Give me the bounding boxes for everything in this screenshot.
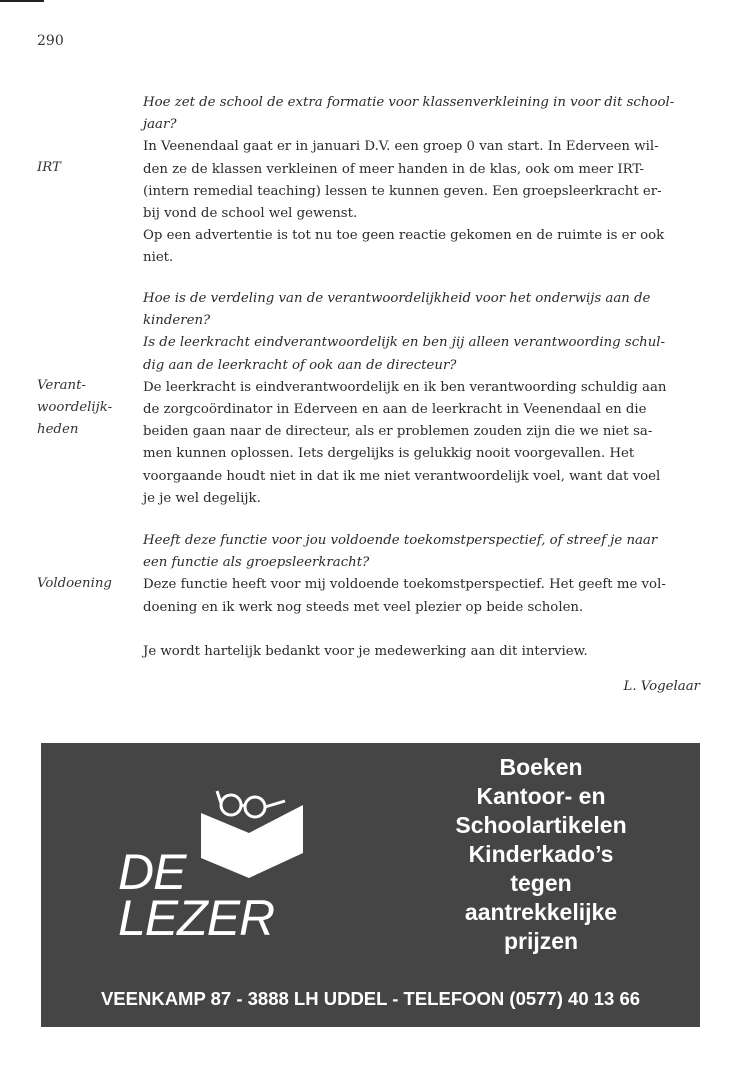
logo-text-de: DE [118, 844, 186, 900]
tagline-line: Schoolartikelen [455, 812, 627, 838]
answer-line: bij vond de school wel gewenst. [143, 206, 358, 222]
margin-note-line: heden [37, 422, 79, 438]
answer-line: beiden gaan naar de directeur, als er problemen zouden zijn die we niet sa- [143, 424, 653, 440]
tagline-line: Kantoor- en [476, 783, 606, 809]
tagline-line: tegen [510, 870, 572, 896]
answer-line: de zorgcoördinator in Ederveen en aan de leerkracht in Veenendaal en die [143, 402, 647, 418]
answer-line: voorgaande houdt niet in dat ik me niet verantwoordelijk voel, want dat voel [143, 468, 661, 484]
question-line: Heeft deze functie voor jou voldoende toekomstperspectief, of streef je naar [143, 533, 658, 548]
tagline-line: prijzen [503, 928, 579, 954]
book-with-glasses-icon [191, 783, 321, 883]
answer-line: (intern remedial teaching) lessen te kunnen geven. Een groepsleerkracht er- [143, 183, 662, 199]
margin-note-line: woordelijk- [37, 400, 113, 416]
answer-line: doening en ik werk nog steeds met veel plezier op beide scholen. [143, 599, 584, 615]
tagline-line: aantrekkelijke [464, 899, 618, 925]
question-line: Hoe is de verdeling van de verantwoordelijkheid voor het onderwijs aan de [143, 291, 651, 306]
answer-line: men kunnen oplossen. Iets dergelijks is gelukkig nooit voorgevallen. Het [143, 446, 635, 462]
margin-note-verant [37, 375, 137, 442]
question-line: jaar? [143, 117, 177, 133]
answer-line: den ze de klassen verkleinen of meer handen in de klas, ook om meer IRT- [143, 161, 645, 177]
question-line: kinderen? [143, 313, 211, 329]
answer-line: Deze functie heeft voor mij voldoende toekomstperspectief. Het geeft me vol- [143, 577, 666, 593]
section-verantwoordelijkheid [143, 288, 703, 510]
margin-note-voldoening: Voldoening [37, 576, 112, 591]
answer-line: In Veenendaal gaat er in januari D.V. een groep 0 van start. In Ederveen wil- [143, 139, 659, 155]
tagline-line: Kinderkado’s [468, 841, 614, 867]
question-line: dig aan de leerkracht of ook aan de directeur? [143, 357, 457, 373]
logo-text-lezer: LEZER [118, 890, 275, 946]
page-edge-mark [0, 0, 44, 2]
closing-line: Je wordt hartelijk bedankt voor je medewerking aan dit interview. [143, 644, 588, 659]
answer-line: Op een advertentie is tot nu toe geen reactie gekomen en de ruimte is er ook [143, 228, 665, 244]
ad-tagline [401, 753, 681, 956]
question-line: een functie als groepsleerkracht? [143, 555, 370, 571]
page-number: 290 [37, 33, 64, 49]
answer-line: je je wel degelijk. [143, 490, 261, 506]
margin-note-irt: IRT [37, 160, 61, 175]
advertisement [41, 743, 700, 1027]
ad-contact-footer: VEENKAMP 87 - 3888 LH UDDEL - TELEFOON (0577) 40 13 66 [100, 988, 641, 1009]
section-toekomstperspectief [143, 530, 703, 619]
question-line: Is de leerkracht eindverantwoordelijk en ben jij alleen verantwoording schul- [143, 335, 666, 351]
question-line: Hoe zet de school de extra formatie voor klassenverkleining in voor dit school- [143, 95, 675, 110]
section-formatie [143, 92, 703, 270]
answer-line: De leerkracht is eindverantwoordelijk en ik ben verantwoording schuldig aan [143, 379, 667, 395]
signature: L. Vogelaar [623, 679, 700, 694]
tagline-line: Boeken [499, 754, 583, 780]
margin-note-line: Verant- [37, 378, 86, 393]
answer-line: niet. [143, 250, 174, 266]
